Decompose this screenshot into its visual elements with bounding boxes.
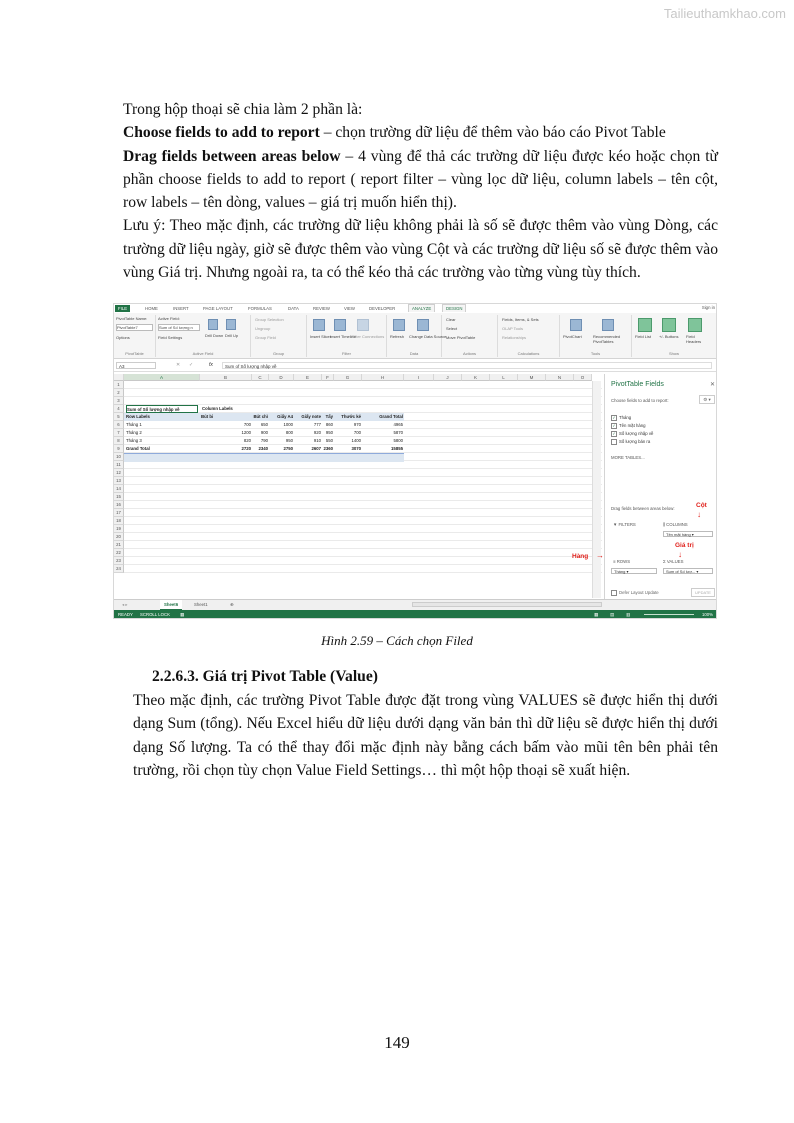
field-checkbox-item[interactable] <box>611 431 653 437</box>
sheet-tab[interactable]: Sheet1 <box>194 602 208 607</box>
row-header[interactable]: 7 <box>114 429 124 437</box>
options-button[interactable]: Options <box>116 335 130 340</box>
column-header[interactable]: C <box>252 374 269 381</box>
pivot-value-cell[interactable]: 4965 <box>393 422 403 427</box>
page-number: 149 <box>384 1033 410 1052</box>
row-header[interactable]: 5 <box>114 413 124 421</box>
column-header[interactable]: O <box>574 374 592 381</box>
grand-total-cell[interactable]: 2360 <box>323 446 333 451</box>
field-name: Số lượng bán ra <box>619 439 651 445</box>
pivot-value-cell[interactable]: 920 <box>313 430 321 435</box>
grand-total-cell[interactable]: 2750 <box>283 446 293 451</box>
vertical-scrollbar[interactable] <box>592 381 601 598</box>
select-button[interactable]: Select <box>446 326 458 331</box>
pivot-row-label[interactable]: Tháng 2 <box>126 430 142 435</box>
group-show <box>632 315 716 357</box>
select-all-corner[interactable] <box>114 374 124 381</box>
fields-items-sets-button[interactable]: Fields, Items, & Sets <box>502 317 539 322</box>
pivotchart-button[interactable]: PivotChart <box>563 334 582 339</box>
column-header[interactable]: D <box>269 374 294 381</box>
filters-area-label <box>613 522 636 527</box>
pivot-column-header[interactable]: Bút bi <box>201 414 214 419</box>
field-checkbox-item[interactable] <box>611 439 650 445</box>
pivot-value-cell[interactable]: 777 <box>313 422 321 427</box>
pivot-value-cell[interactable]: 970 <box>353 422 361 427</box>
rows-icon: ≡ <box>613 559 617 564</box>
columns-icon: ⫼ <box>663 522 667 527</box>
recommended-pivottables-icon[interactable] <box>602 319 614 331</box>
column-header[interactable]: F <box>322 374 334 381</box>
field-name: Tháng <box>619 415 632 421</box>
filters-label: FILTERS <box>618 522 636 527</box>
drag-fields-term: Drag fields between areas below <box>123 147 341 165</box>
drill-up-button[interactable]: Drill Up <box>225 333 239 338</box>
row-header[interactable]: 17 <box>114 509 124 517</box>
gear-icon[interactable]: ⚙ ▾ <box>699 395 715 404</box>
grid-row <box>124 517 602 525</box>
row-header[interactable]: 8 <box>114 437 124 445</box>
note-paragraph: Lưu ý: Theo mặc định, các trường dữ liệu không phải là số sẽ được thêm vào vùng Dòng, các trường dữ liệu ngày, giờ sẽ được thêm vào vùng Cột và các trường dữ liệu số sẽ được thêm vào vùng Giá trị. Nhưng ngoài ra, ta có thể kéo thả các trường vào từng vùng tùy thích. <box>123 217 718 282</box>
group-tools <box>560 315 632 357</box>
horizontal-scrollbar[interactable] <box>412 602 602 607</box>
field-name: Số lượng nhập về <box>619 431 654 437</box>
choose-fields-term: Choose fields to add to report <box>123 124 320 142</box>
values-area-label <box>663 559 684 564</box>
grid-row <box>124 533 602 541</box>
group-calculations <box>498 315 560 357</box>
active-field-input[interactable]: Sum of Số lượng n <box>158 324 200 331</box>
filter-icon: ▼ <box>613 522 619 527</box>
values-field-item[interactable]: Sum of Số lượ... ▾ <box>663 568 713 574</box>
row-header[interactable]: 18 <box>114 517 124 525</box>
pivot-column-header[interactable]: Grand Total <box>379 414 403 419</box>
column-header[interactable]: B <box>200 374 252 381</box>
columns-field-item[interactable]: Tên mặt hàng ▾ <box>663 531 713 537</box>
value-paragraph: Theo mặc định, các trường Pivot Table được đặt trong vùng VALUES sẽ được hiển thị dưới dạng Sum (tổng). Nếu Excel hiểu dữ liệu dưới dạng văn bản thì dữ liệu sẽ được hiển thị dưới dạng Số lượng. Ta có thể thay đổi mặc định này bằng cách bấm vào mũi tên bên phải tên trường, rồi chọn tùy chọn Value Field Settings… thì một hộp thoại sẽ xuất hiện. <box>133 692 718 779</box>
pivot-value-cell[interactable]: 790 <box>260 438 268 443</box>
row-header[interactable]: 13 <box>114 477 124 485</box>
filter-connections-button[interactable]: Filter Connections <box>352 334 385 339</box>
refresh-icon[interactable] <box>393 319 405 331</box>
sheet-tab-bar <box>114 599 717 610</box>
group-label: Actions <box>462 351 477 356</box>
column-header[interactable]: G <box>334 374 362 381</box>
close-icon[interactable]: ✕ <box>709 382 715 388</box>
field-checkbox-item[interactable] <box>611 423 646 429</box>
tab-data[interactable]: DATA <box>288 306 299 311</box>
pivot-value-cell[interactable]: 700 <box>353 430 361 435</box>
column-header[interactable]: K <box>462 374 490 381</box>
tab-file[interactable]: FILE <box>115 305 130 312</box>
grid-row <box>124 389 602 397</box>
values-field-name: Sum of Số lượ... <box>666 569 696 574</box>
defer-label: Defer Layout Update <box>619 590 659 596</box>
grand-total-cell[interactable]: 2720 <box>241 446 251 451</box>
column-header[interactable]: H <box>362 374 404 381</box>
pane-title: PivotTable Fields <box>611 381 664 388</box>
row-header[interactable]: 2 <box>114 389 124 397</box>
row-labels-cell[interactable]: Row Labels <box>126 414 150 419</box>
pivot-row-label[interactable]: Tháng 1 <box>126 422 142 427</box>
grand-total-cell[interactable]: 2607 <box>311 446 321 451</box>
tab-formulas[interactable]: FORMULAS <box>248 306 272 311</box>
watermark: Tailieuthamkhao.com <box>663 6 786 21</box>
pivot-value-cell[interactable]: 1200 <box>241 430 251 435</box>
update-button[interactable]: UPDATE <box>691 588 715 597</box>
row-header[interactable]: 10 <box>114 453 124 461</box>
field-checkbox-item[interactable] <box>611 415 631 421</box>
excel-screenshot <box>113 303 717 619</box>
field-settings-button[interactable]: Field Settings <box>158 335 183 340</box>
row-header[interactable]: 12 <box>114 469 124 477</box>
grid-row <box>124 477 602 485</box>
clear-button[interactable]: Clear <box>446 317 456 322</box>
annotation-cot: Cột <box>696 502 707 509</box>
row-header[interactable]: 1 <box>114 381 124 389</box>
row-header[interactable]: 21 <box>114 541 124 549</box>
column-header[interactable]: I <box>404 374 434 381</box>
pivot-value-cell[interactable]: 800 <box>285 430 293 435</box>
group-filter <box>307 315 387 357</box>
macro-icon: ▦ <box>180 612 185 617</box>
pivot-value-cell[interactable]: 860 <box>325 422 333 427</box>
checkbox[interactable]: ✓ <box>612 431 616 436</box>
intro-text <box>123 98 718 284</box>
rows-field-name: Tháng <box>614 569 626 574</box>
group-label: Calculations <box>517 351 540 356</box>
annotation-hang: Hàng <box>572 553 589 560</box>
field-headers-icon[interactable] <box>688 318 702 332</box>
sign-in-link[interactable]: Sign in <box>701 305 715 310</box>
olap-tools-button[interactable]: OLAP Tools <box>502 326 523 331</box>
arrow-down-icon: ↓ <box>697 510 701 519</box>
zoom-slider[interactable] <box>644 614 694 615</box>
pivot-column-header[interactable]: Thước kẻ <box>341 414 361 419</box>
tab-view[interactable]: VIEW <box>344 306 355 311</box>
tab-home[interactable]: HOME <box>145 306 158 311</box>
more-tables-link[interactable]: MORE TABLES... <box>611 455 645 460</box>
column-header[interactable]: E <box>294 374 322 381</box>
sheet-nav-icon[interactable]: ◂ ▸ <box>122 602 128 607</box>
row-header[interactable]: 14 <box>114 485 124 493</box>
figure-caption: Hình 2.59 – Cách chọn Filed <box>321 633 473 648</box>
tab-review[interactable]: REVIEW <box>313 306 330 311</box>
group-label: Group <box>272 351 285 356</box>
grid-row <box>124 381 602 389</box>
drill-down-button[interactable]: Drill Down <box>205 333 224 338</box>
grid-row <box>124 541 602 549</box>
group-label: Filter <box>342 351 351 356</box>
pivot-value-cell[interactable]: 950 <box>325 430 333 435</box>
row-header[interactable]: 11 <box>114 461 124 469</box>
tab-page-layout[interactable]: PAGE LAYOUT <box>203 306 233 311</box>
buttons-icon[interactable] <box>662 318 676 332</box>
grid-row <box>124 549 602 557</box>
insert-timeline-icon[interactable] <box>334 319 346 331</box>
field-name: Tên mặt hàng <box>619 423 646 429</box>
ribbon <box>114 313 717 359</box>
tab-design[interactable]: DESIGN <box>442 304 466 312</box>
ungroup-button[interactable]: Ungroup <box>255 326 271 331</box>
change-source-icon[interactable] <box>417 319 429 331</box>
field-headers-button[interactable]: Field Headers <box>686 334 702 344</box>
group-group <box>251 315 307 357</box>
pivot-total-band <box>124 453 404 462</box>
group-data <box>387 315 447 357</box>
tab-analyze[interactable]: ANALYZE <box>408 304 435 312</box>
refresh-button[interactable]: Refresh <box>390 334 405 339</box>
values-label: VALUES <box>666 559 684 564</box>
pivot-data-field-cell[interactable]: Sum of Số lượng nhập về <box>126 405 198 413</box>
row-header[interactable]: 19 <box>114 525 124 533</box>
group-label: Tools <box>590 351 601 356</box>
drag-fields-label: Drag fields between areas below: <box>611 506 675 511</box>
rows-area-label <box>613 559 630 564</box>
checkbox[interactable]: ✓ <box>612 423 616 428</box>
pivot-column-header[interactable]: Giấy A4 <box>277 414 293 419</box>
relationships-button[interactable]: Relationships <box>502 335 527 340</box>
columns-field-name: Tên mặt hàng <box>666 532 691 537</box>
row-header[interactable]: 15 <box>114 493 124 501</box>
normal-view-icon[interactable]: ▦ <box>594 612 599 617</box>
column-header[interactable]: M <box>518 374 546 381</box>
pivottable-name-input[interactable]: PivotTable7 <box>116 324 153 331</box>
drag-fields-line <box>123 145 718 215</box>
choose-fields-line <box>123 121 718 144</box>
status-scroll-lock: SCROLL LOCK <box>140 612 170 617</box>
rows-label: ROWS <box>616 559 631 564</box>
group-label: PivotTable <box>125 351 144 356</box>
grand-total-cell[interactable]: 3070 <box>351 446 361 451</box>
pivot-value-cell[interactable]: 700 <box>243 422 251 427</box>
grid-row <box>124 525 602 533</box>
pivot-value-cell[interactable]: 5800 <box>393 438 403 443</box>
columns-label: COLUMNS <box>666 522 688 527</box>
pivottable-fields-pane <box>604 374 717 599</box>
row-header[interactable]: 4 <box>114 405 124 413</box>
group-field-button[interactable]: Group Field <box>255 335 276 340</box>
columns-area-label <box>663 522 688 527</box>
choose-fields-label: Choose fields to add to report: <box>611 398 669 403</box>
tab-insert[interactable]: INSERT <box>173 306 189 311</box>
rows-field-item[interactable]: Tháng ▾ <box>611 568 657 574</box>
grid-row <box>124 485 602 493</box>
pivot-value-cell[interactable]: 5870 <box>393 430 403 435</box>
grid-row <box>124 565 602 573</box>
choose-fields-desc: – chọn trường dữ liệu để thêm vào báo cáo Pivot Table <box>319 124 666 142</box>
pivot-value-cell[interactable]: 900 <box>260 430 268 435</box>
grand-total-cell[interactable]: 2340 <box>258 446 268 451</box>
enter-icon[interactable]: ✓ <box>189 362 194 368</box>
function-icon[interactable]: fx <box>209 362 213 368</box>
row-header[interactable]: 23 <box>114 557 124 565</box>
group-pivottable <box>114 315 156 357</box>
status-ready: READY <box>118 612 133 617</box>
sigma-icon: Σ <box>663 559 667 564</box>
tab-developer[interactable]: DEVELOPER <box>369 306 396 311</box>
grid-row <box>124 509 602 517</box>
formula-input[interactable]: Sum of Số lượng nhập về <box>222 362 712 369</box>
name-box[interactable]: A3 <box>116 362 156 369</box>
insert-slicer-button[interactable]: Insert Slicer <box>310 334 332 339</box>
drill-down-icon[interactable] <box>208 319 218 330</box>
column-labels-cell[interactable]: Column Labels <box>202 406 233 411</box>
pivot-column-header[interactable]: Tẩy <box>325 414 333 419</box>
page-break-view-icon[interactable]: ▥ <box>626 612 631 617</box>
intro-line: Trong hộp thoại sẽ chia làm 2 phần là: <box>123 101 363 118</box>
arrow-right-icon: → <box>596 551 604 560</box>
pivot-value-cell[interactable]: 820 <box>243 438 251 443</box>
add-sheet-icon[interactable]: ⊕ <box>230 602 234 607</box>
grid-row <box>124 493 602 501</box>
change-data-source-button[interactable]: Change Data Source <box>409 334 447 339</box>
row-header[interactable]: 20 <box>114 533 124 541</box>
group-label: Show <box>668 351 679 356</box>
zoom-level[interactable]: 100% <box>702 612 713 617</box>
page-layout-view-icon[interactable]: ▤ <box>610 612 615 617</box>
section-heading: 2.2.6.3. Giá trị Pivot Table (Value) <box>152 668 378 685</box>
grand-total-label[interactable]: Grand Total <box>126 446 150 451</box>
checkbox[interactable] <box>611 439 617 445</box>
arrow-down-icon: ↓ <box>678 550 682 559</box>
drag-fields-desc: – 4 vùng để thả các trường dữ liệu được kéo hoặc chọn từ phần choose fields to add to report ( report filter – vùng lọc dữ liệu, column labels – tên cột, row labels – tên dòng, values – giá trị muốn hiển thị). <box>123 147 718 212</box>
field-list-icon[interactable] <box>638 318 652 332</box>
annotation-gia-tri: Giá trị <box>675 542 694 549</box>
active-field-label: Active Field: <box>158 316 180 321</box>
worksheet-grid[interactable] <box>114 374 602 598</box>
pivot-column-header[interactable]: Giấy note <box>301 414 321 419</box>
pivot-value-cell[interactable]: 550 <box>325 438 333 443</box>
pivot-column-header[interactable]: Bút chì <box>253 414 268 419</box>
group-selection-button[interactable]: Group Selection <box>255 317 284 322</box>
grid-row <box>124 469 602 477</box>
grid-row <box>124 501 602 509</box>
pivotchart-icon[interactable] <box>570 319 582 331</box>
filter-connections-icon[interactable] <box>357 319 369 331</box>
cancel-icon[interactable]: ✕ <box>176 362 181 368</box>
pivot-value-cell[interactable]: 650 <box>260 422 268 427</box>
insert-slicer-icon[interactable] <box>313 319 325 331</box>
column-header[interactable]: A <box>124 374 200 381</box>
pivot-value-cell[interactable]: 1400 <box>351 438 361 443</box>
formula-bar <box>114 361 717 372</box>
buttons-toggle[interactable]: +/- Buttons <box>659 334 679 339</box>
pivot-value-cell[interactable]: 910 <box>313 438 321 443</box>
checkbox[interactable] <box>611 590 617 596</box>
grid-row <box>124 397 602 405</box>
row-header[interactable]: 16 <box>114 501 124 509</box>
pivot-row-label[interactable]: Tháng 3 <box>126 438 142 443</box>
move-pivottable-button[interactable]: Move PivotTable <box>446 335 476 340</box>
field-list-button[interactable]: Field List <box>635 334 652 339</box>
row-header[interactable]: 22 <box>114 549 124 557</box>
row-header[interactable]: 6 <box>114 421 124 429</box>
recommended-pivottables-button[interactable]: Recommended PivotTables <box>593 334 621 344</box>
pivot-value-cell[interactable]: 1000 <box>283 422 293 427</box>
status-bar <box>114 610 717 619</box>
column-header[interactable]: L <box>490 374 518 381</box>
drill-up-icon[interactable] <box>226 319 236 330</box>
column-header[interactable]: J <box>434 374 462 381</box>
sheet-tab-active[interactable]: Sheet6 <box>160 600 182 610</box>
grand-total-cell[interactable]: 15855 <box>391 446 403 451</box>
row-header[interactable]: 9 <box>114 445 124 453</box>
column-header[interactable]: N <box>546 374 574 381</box>
group-actions <box>442 315 498 357</box>
group-label: Data <box>409 351 419 356</box>
pivottable-name-label: PivotTable Name: <box>116 316 148 321</box>
grid-row <box>124 557 602 565</box>
grid-row <box>124 461 602 469</box>
defer-layout-checkbox[interactable] <box>611 590 659 596</box>
insert-timeline-button[interactable]: Insert Timeline <box>330 334 357 339</box>
row-header[interactable]: 3 <box>114 397 124 405</box>
group-active-field <box>156 315 251 357</box>
checkbox[interactable]: ✓ <box>612 415 616 420</box>
pivot-value-cell[interactable]: 950 <box>285 438 293 443</box>
group-label: Active Field <box>192 351 214 356</box>
row-header[interactable]: 24 <box>114 565 124 573</box>
